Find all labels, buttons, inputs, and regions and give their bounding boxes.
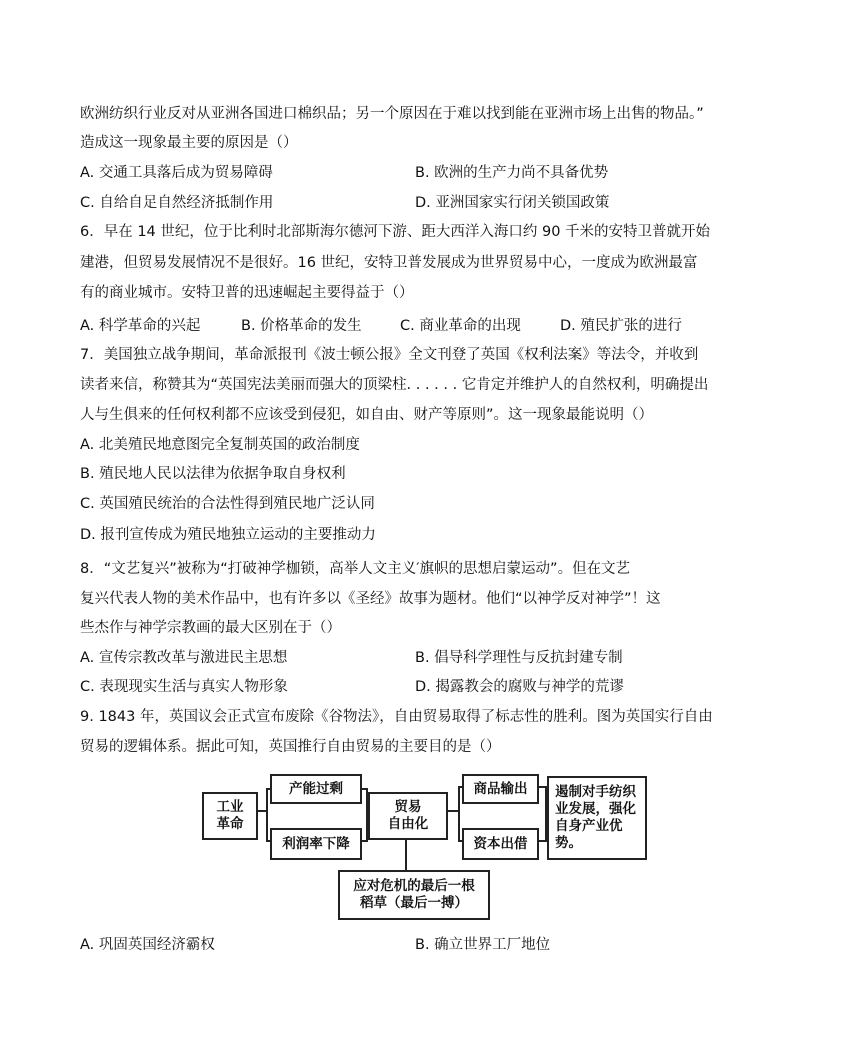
question-8-line-1: 8．“文艺复兴”被称为“打破神学枷锁，高举人文主义′旗帜的思想启蒙运动”。但在文艺: [80, 561, 631, 577]
question-8-line-3: 些杰作与神学宗教画的最大区别在于（）: [80, 620, 341, 636]
q5-option-a[interactable]: A. 交通工具落后成为贸易障碍: [80, 165, 273, 181]
box-result: 遏制对手纺织 业发展，强化 自身产业优 势。: [547, 776, 647, 860]
question-6-line-1: 6．早在 14 世纪，位于比利时北部斯海尔德河下游、距大西洋入海口约 90 千米的安特卫普就开始: [80, 224, 711, 240]
q5-option-b[interactable]: B. 欧洲的生产力尚不具备优势: [415, 165, 609, 181]
question-9-line-1: 9. 1843 年，英国议会正式宣布废除《谷物法》，自由贸易取得了标志性的胜利。图为英国实行自由: [80, 709, 713, 725]
box-industrial-revolution: 工业 革命: [202, 792, 258, 840]
box-crisis-last-straw: 应对危机的最后一根 稻草（最后一搏）: [338, 870, 490, 920]
question-6-line-2: 建港，但贸易发展情况不是很好。16 世纪，安特卫普发展成为世界贸易中心，一度成为欧洲最富: [80, 255, 698, 271]
q9-option-a[interactable]: A. 巩固英国经济霸权: [80, 937, 215, 953]
q6-option-d[interactable]: D. 殖民扩张的进行: [560, 318, 682, 334]
question-7-line-2: 读者来信，称赞其为“英国宪法美丽而强大的顶梁柱. . . . . . 它肯定并维护人的自然权利，明确提出: [80, 377, 709, 393]
q8-option-d[interactable]: D. 揭露教会的腐败与神学的荒谬: [415, 679, 624, 695]
box-commodity-export: 商品输出: [462, 774, 539, 804]
q6-option-a[interactable]: A. 科学革命的兴起: [80, 318, 201, 334]
box-profit-decline: 利润率下降: [270, 828, 362, 860]
q6-option-c[interactable]: C. 商业革命的出现: [400, 318, 521, 334]
question-6-line-3: 有的商业城市。安特卫普的迅速崛起主要得益于（）: [80, 285, 414, 301]
q7-option-b[interactable]: B. 殖民地人民以法律为依据争取自身权利: [80, 466, 346, 482]
question-5-stem: 造成这一现象最主要的原因是（）: [80, 135, 298, 151]
box-capital-lending: 资本出借: [462, 828, 539, 860]
q8-option-c[interactable]: C. 表现现实生活与真实人物形象: [80, 679, 288, 695]
q7-option-c[interactable]: C. 英国殖民统治的合法性得到殖民地广泛认同: [80, 496, 375, 512]
q7-option-d[interactable]: D. 报刊宣传成为殖民地独立运动的主要推动力: [80, 527, 376, 543]
q6-option-b[interactable]: B. 价格革命的发生: [241, 318, 362, 334]
q8-option-b[interactable]: B. 倡导科学理性与反抗封建专制: [415, 650, 623, 666]
q8-option-a[interactable]: A. 宣传宗教改革与激进民主思想: [80, 650, 288, 666]
q5-option-c[interactable]: C. 自给自足自然经济抵制作用: [80, 195, 274, 211]
question-7-line-3: 人与生俱来的任何权利都不应该受到侵犯，如自由、财产等原则”。这一现象最能说明（）: [80, 407, 654, 423]
question-8-line-2: 复兴代表人物的美术作品中，也有许多以《圣经》故事为题材。他们“以神学反对神学”！这: [80, 591, 661, 607]
q5-option-d[interactable]: D. 亚洲国家实行闭关锁国政策: [415, 195, 610, 211]
q9-option-b[interactable]: B. 确立世界工厂地位: [415, 937, 551, 953]
text-line: 欧洲纺织行业反对从亚洲各国进口棉织品；另一个原因在于难以找到能在亚洲市场上出售的物品。”: [80, 106, 704, 122]
box-trade-liberalization: 贸易 自由化: [368, 792, 448, 840]
free-trade-logic-diagram: [200, 770, 650, 922]
question-7-line-1: 7．美国独立战争期间，革命派报刊《波士顿公报》全文刊登了英国《权利法案》等法令，并收到: [80, 347, 699, 363]
box-overcapacity: 产能过剩: [270, 774, 362, 804]
question-9-line-2: 贸易的逻辑体系。据此可知，英国推行自由贸易的主要目的是（）: [80, 739, 501, 755]
q7-option-a[interactable]: A. 北美殖民地意图完全复制英国的政治制度: [80, 437, 360, 453]
